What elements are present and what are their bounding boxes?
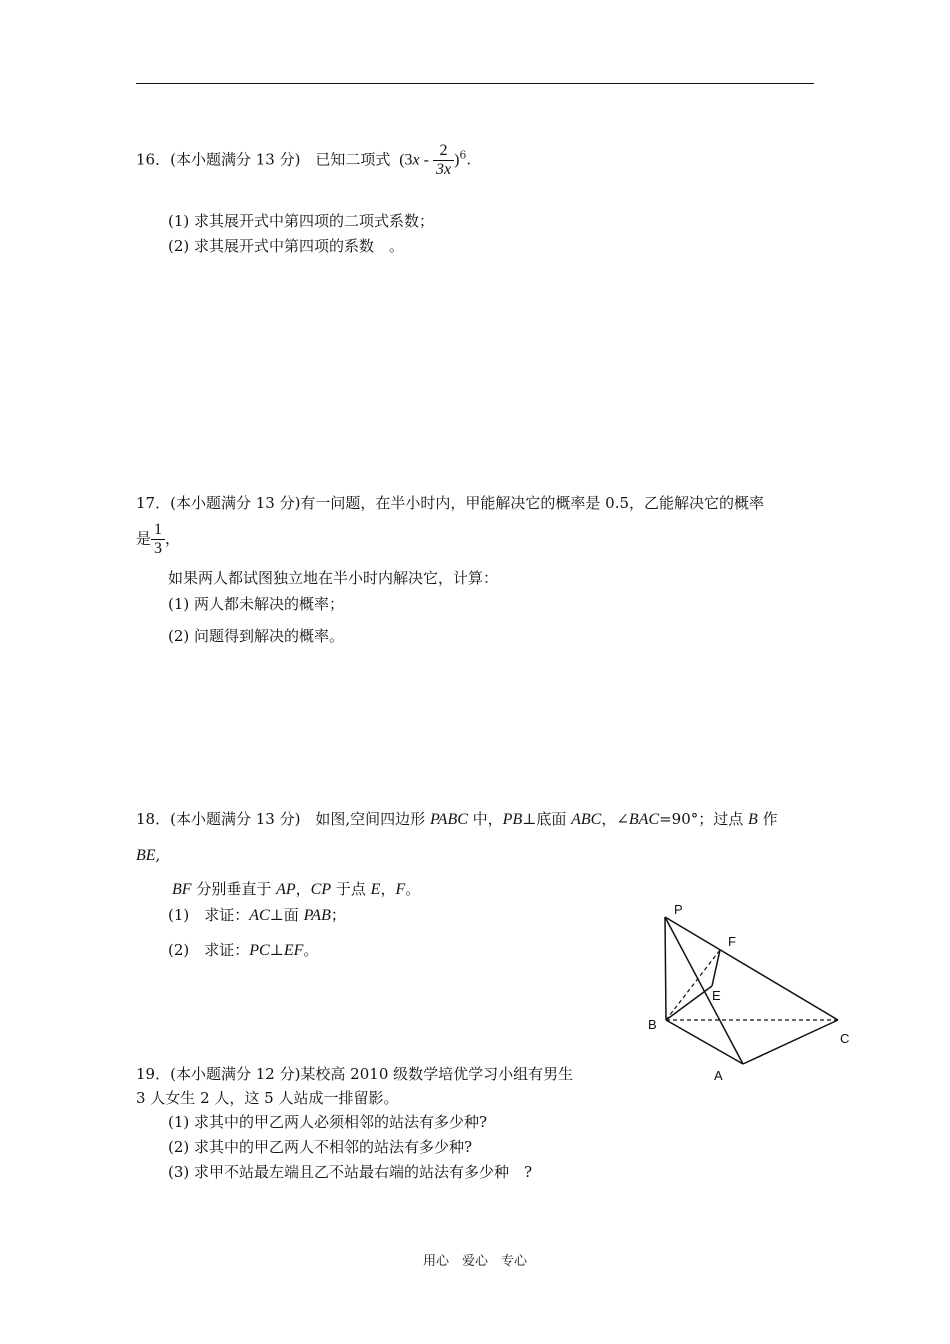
q18-line3 [172,879,420,900]
q18-l1k: 作 [757,810,778,828]
header-rule [136,83,814,84]
q18-line1 [136,809,778,830]
q16-expr-open: (3 [399,151,413,169]
q18-l3h: ， [380,880,396,898]
q18-s1d: PAB [303,907,331,924]
q17-frac-den: 3 [154,540,163,557]
label-C: C [840,1031,850,1046]
label-P: P [674,902,683,917]
q18-l1f: ABC [571,811,602,828]
q18-s1c: ⊥面 [269,906,304,924]
q16-header-text: 16．(本小题满分 13 分) 已知二项式 [136,150,391,169]
q18-l1j: B [748,811,758,828]
q18-s2a: (2) 求证： [168,941,250,959]
q16-expr-minus: - [419,151,433,169]
label-B: B [648,1017,657,1032]
q18-sub1 [168,905,346,926]
edge-PB [665,917,666,1020]
q19-sub2: (2) 求其中的甲乙两人不相邻的站法有多少种? [168,1138,473,1156]
q18-l3f: 于点 [331,880,371,898]
tetrahedron-figure [640,900,860,1090]
q18-l3g: E [370,881,381,898]
q18-l2-suffix: , [155,846,161,864]
q18-l3d: ， [295,880,311,898]
q16-frac-den: 3x [435,161,452,178]
q16-expr-end: . [466,150,472,169]
q18-l1b: PABC [429,811,468,828]
q18-s2e: 。 [303,941,319,959]
q16-binomial-expression [399,142,471,179]
q17-fraction [151,521,165,558]
q16-sub2: (2) 求其展开式中第四项的系数 。 [168,237,405,255]
q16-header [136,142,471,179]
q17-frac-num: 1 [151,521,165,540]
q18-l2: BE [136,847,156,864]
q16-fraction [433,142,454,179]
q17-intro: 如果两人都试图独立地在半小时内解决它，计算： [168,569,499,587]
label-E: E [712,988,721,1003]
q19-sub1: (1) 求其中的甲乙两人必须相邻的站法有多少种? [168,1113,488,1131]
q18-l3c: AP [276,881,296,898]
q18-l3e: CP [310,881,332,898]
label-A: A [714,1068,723,1083]
q16-frac-num: 2 [433,142,454,161]
q18-l3i: F [395,881,406,898]
q18-line2 [136,845,160,866]
q18-l1h: BAC [628,811,660,828]
q18-s2d: EF [283,942,304,959]
q17-sub1: (1) 两人都未解决的概率； [168,595,345,613]
q18-l1d: PB [502,811,523,828]
q18-l1g: ，∠ [601,810,629,828]
q16-expr-power: 6 [459,148,467,162]
q18-l1a: 18．(本小题满分 13 分) 如图,空间四边形 [136,810,430,828]
q18-s2c: ⊥ [269,941,284,959]
q19-sub3: (3) 求甲不站最左端且乙不站最右端的站法有多少种 ? [168,1163,533,1181]
q18-s2b: PC [249,942,270,959]
q17-line2-suffix: ， [165,529,181,548]
page-footer: 用心 爱心 专心 [422,1254,527,1269]
q18-l3j: 。 [405,880,421,898]
q16-expr-x: x [412,151,420,169]
segment-EF [712,950,720,986]
q18-l3b: 分别垂直于 [191,880,277,898]
q18-s1a: (1) 求证： [168,906,250,924]
q17-line2 [136,521,180,558]
edge-PC [665,917,838,1020]
label-F: F [728,934,736,949]
q18-l3a: BF [172,881,192,898]
q18-s1e: ； [330,906,346,924]
q18-sub2 [168,940,318,961]
q18-s1b: AC [249,907,270,924]
q18-l1i: =90°；过点 [659,810,749,828]
q17-sub2: (2) 问题得到解决的概率。 [168,627,345,645]
q16-expr-close: ) [454,151,460,169]
q17-line1: 17．(本小题满分 13 分)有一问题，在半小时内，甲能解决它的概率是 0.5，乙能解决它的概率 [136,494,765,512]
q16-sub1: (1) 求其展开式中第四项的二项式系数； [168,212,435,230]
q18-l1c: 中， [467,810,503,828]
q18-l1e: ⊥底面 [522,810,572,828]
q19-line1: 19．(本小题满分 12 分)某校高 2010 级数学培优学习小组有男生 [136,1065,574,1083]
q19-line2: 3 人女生 2 人，这 5 人站成一排留影。 [136,1089,399,1107]
q17-line2-prefix: 是 [136,529,152,548]
edge-AC [743,1020,838,1064]
